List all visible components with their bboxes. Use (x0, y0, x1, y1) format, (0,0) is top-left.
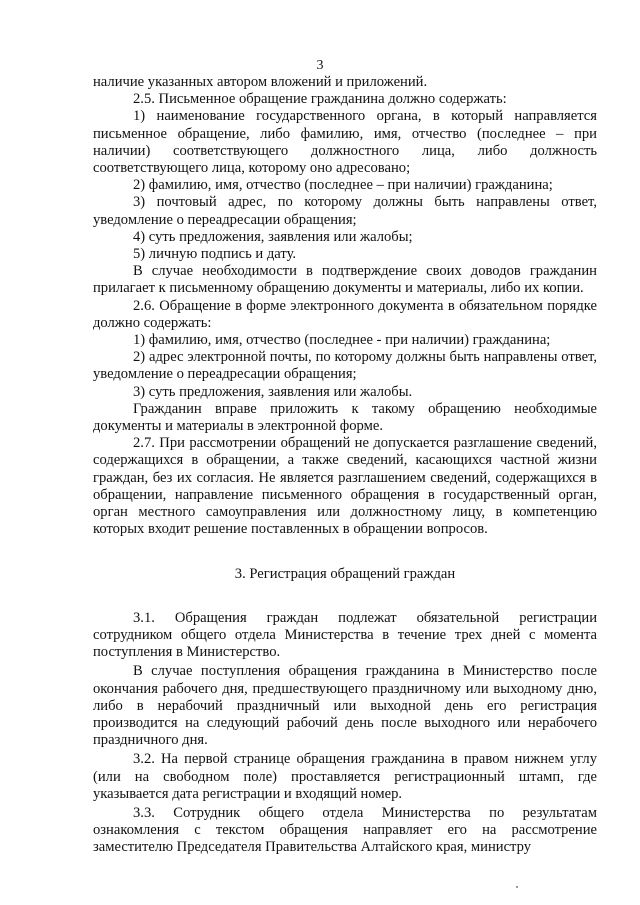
paragraph: 5) личную подпись и дату. (133, 246, 297, 263)
paragraph: наличие указанных автором вложений и приложений. (93, 74, 428, 90)
section-heading: 3. Регистрация обращений граждан (234, 566, 456, 583)
paragraph: 1) наименование государственного органа, в который направляется письменное обращение, либо фамилию, имя, отчество (последнее – при наличии) соответствующего должностного лица, либо должность соответствующего лица, которому оно адресовано; (93, 108, 597, 177)
paragraph: 3.2. На первой странице обращения гражданина в правом нижнем углу (или на свободном поле) проставляется регистрационный штамп, где указывается дата регистрации и входящий номер. (93, 751, 597, 802)
page-number: 3 (316, 58, 324, 73)
paragraph: Гражданин вправе приложить к такому обращению необходимые документы и материалы в электронной форме. (93, 400, 597, 435)
paragraph: 2) адрес электронной почты, по которому должны быть направлены ответ, уведомление о переадресации обращения; (93, 349, 597, 383)
paragraph: В случае необходимости в подтверждение своих доводов гражданин прилагает к письменному обращению документы и материалы, либо их копии. (93, 263, 597, 297)
paragraph: 4) суть предложения, заявления или жалобы; (133, 228, 413, 245)
document-body (93, 74, 597, 857)
paragraph: 2) фамилию, имя, отчество (последнее – при наличии) гражданина; (133, 177, 553, 194)
paragraph: 3.3. Сотрудник общего отдела Министерства по результатам ознакомления с текстом обращения направляет его на рассмотрение заместителю Председателя Правительства Алтайского края, министру (93, 804, 597, 856)
paragraph: 3.1. Обращения граждан подлежат обязательной регистрации сотрудником общего отдела Министерства в течение трех дней с момента поступления в Министерство. (93, 609, 597, 661)
paragraph: В случае поступления обращения гражданина в Министерство после окончания рабочего дня, предшествующего праздничному или выходному дню, либо в нерабочий праздничный или выходной день его регистрация производится на следующий рабочий день после выходного или нерабочего праздничного дня. (93, 663, 597, 749)
scan-speck (516, 886, 518, 888)
paragraph: 3) суть предложения, заявления или жалобы. (133, 383, 413, 400)
paragraph: 1) фамилию, имя, отчество (последнее - при наличии) гражданина; (133, 332, 551, 349)
paragraph: 2.7. При рассмотрении обращений не допускается разглашение сведений, содержащихся в обращении, а также сведений, касающихся частной жизни граждан, без их согласия. Не является разглашением сведений, содержащихся в обращении, направление письменного обращения в государственный орган, орган местного самоуправления или должностному лицу, в компетенцию которых входит решение поставленных в обращении вопросов. (93, 435, 597, 538)
paragraph: 2.5. Письменное обращение гражданина должно содержать: (133, 91, 507, 108)
paragraph: 3) почтовый адрес, по которому должны быть направлены ответ, уведомление о переадресации обращения; (93, 194, 597, 228)
paragraph: 2.6. Обращение в форме электронного документа в обязательном порядке должно содержать: (93, 297, 597, 331)
